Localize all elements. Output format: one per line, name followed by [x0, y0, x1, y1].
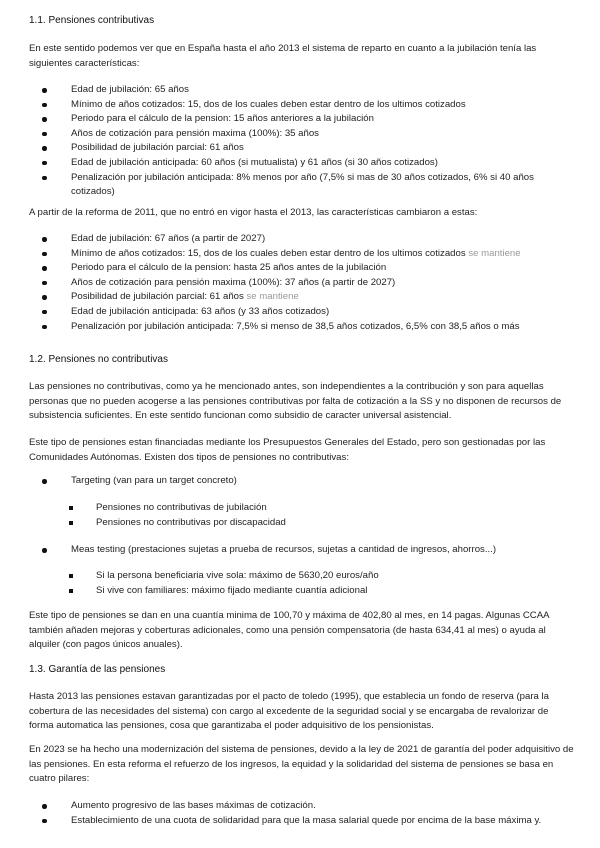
section-heading-1-2: 1.2. Pensiones no contributivas: [29, 354, 168, 365]
list-item: Meas testing (prestaciones sujetas a prueba de recursos, sujetas a cantidad de ingresos, ahorros...): [29, 543, 574, 558]
list-item: Establecimiento de una cuota de solidaridad para que la masa salarial quede por encima de la base máxima y.: [29, 814, 574, 829]
paragraph-guarantee-2: En 2023 se ha hecho una modernización del sistema de pensiones, devido a la ley de 2021 de garantía del poder adquisitivo de las pensiones. En esta reforma el refuerzo de los ingresos, la equidad y la solidaridad del sistema de pensiones se basa en cuatro pilares:: [29, 744, 574, 785]
list-pillars: [29, 799, 574, 828]
list-item: Mínimo de años cotizados: 15, dos de los cuales deben estar dentro de los ultimos cotizados: [29, 98, 574, 113]
paragraph-guarantee-1: Hasta 2013 las pensiones estavan garantizadas por el pacto de toledo (1995), que establecia un fondo de reserva (para la cobertura de las necesidades del sistema) con cargo al excedente de la seguridad social y se encargaba de revalorizar de forma automatica las pensiones, cosa que garantizaba el poder adquisitivo de los pensionistas.: [29, 691, 550, 732]
list-post-2013: [29, 232, 574, 334]
list-item: Edad de jubilación: 67 años (a partir de 2027): [29, 232, 574, 247]
list-item: Años de cotización para pensión maxima (100%): 35 años: [29, 127, 574, 142]
list-means-testing: [29, 543, 574, 558]
sub-list-item: Pensiones no contributivas por discapacidad: [29, 516, 574, 531]
list-item: Penalización por jubilación anticipada: 7,5% si menso de 38,5 años cotizados, 6,5% con 38,5 años o más: [29, 320, 574, 335]
list-item: Penalización por jubilación anticipada: 8% menos por año (7,5% si mas de 30 años cotizados, 6% si 40 años cotizados): [29, 171, 574, 200]
list-item: Años de cotización para pensión maxima (100%): 37 años (a partir de 2027): [29, 276, 574, 291]
list-item: Edad de jubilación: 65 años: [29, 83, 574, 98]
unchanged-note: se mantiene: [246, 291, 299, 303]
paragraph-reform-intro: A partir de la reforma de 2011, que no entró en vigor hasta el 2013, las características cambiaron a estas:: [29, 207, 478, 218]
list-item: Targeting (van para un target concreto): [29, 474, 574, 489]
list-item: [29, 247, 574, 262]
list-item: [29, 290, 574, 305]
list-item: Periodo para el cálculo de la pension: 15 años anteriores a la jubilación: [29, 112, 574, 127]
section-heading-1-1: 1.1. Pensiones contributivas: [29, 15, 155, 26]
sub-list-item: Pensiones no contributivas de jubilación: [29, 501, 574, 516]
list-targeting: [29, 474, 574, 489]
list-targeting-sub: [29, 501, 574, 530]
list-item: Posibilidad de jubilación parcial: 61 años: [29, 141, 574, 156]
paragraph-noncontrib-1: Las pensiones no contributivas, como ya he mencionado antes, son independientes a la contribución y son para aquellas personas que no pueden acogerse a las pensiones contributivas por falta de cotización a la SS y no disponen de recursos de subsistencia suficientes. En este sentido funcionan como subsidio de caracter universal asistencial.: [29, 381, 562, 422]
list-item: Edad de jubilación anticipada: 60 años (si mutualista) y 61 años (si 30 años cotizados): [29, 156, 574, 171]
list-item-text: Mínimo de años cotizados: 15, dos de los cuales deben estar dentro de los ultimos cotizados: [71, 247, 466, 259]
paragraph-noncontrib-2: Este tipo de pensiones estan financiadas mediante los Presupuestos Generales del Estado, pero son gestionadas por las Comunidades Autónomas. Existen dos tipos de pensiones no contributivas:: [29, 437, 546, 463]
section-heading-1-3: 1.3. Garantía de las pensiones: [29, 664, 166, 675]
paragraph-noncontrib-3: Este tipo de pensiones se dan en una cuantía minima de 100,70 y máxima de 402,80 al mes, en 14 pagas. Algunas CCAA también añaden mejoras y coberturas adicionales, como una pensión compensatoria (de hasta 634,41 al mes) o ayuda al alquiler (con pagos únicos anuales).: [29, 610, 549, 651]
sub-list-item: Si la persona beneficiaria vive sola: máximo de 5630,20 euros/año: [29, 569, 574, 584]
list-item: Edad de jubilación anticipada: 63 años (y 33 años cotizados): [29, 305, 574, 320]
list-item: Periodo para el cálculo de la pension: hasta 25 años antes de la jubilación: [29, 261, 574, 276]
paragraph-intro: En este sentido podemos ver que en España hasta el año 2013 el sistema de reparto en cuanto a la jubilación tenía las siguientes características:: [29, 43, 537, 69]
list-pre-2013: [29, 83, 574, 200]
unchanged-note: se mantiene: [468, 247, 521, 259]
sub-list-item: Si vive con familiares: máximo fijado mediante cuantía adicional: [29, 584, 574, 599]
list-means-sub: [29, 569, 574, 598]
list-item-text: Posibilidad de jubilación parcial: 61 años: [71, 291, 244, 303]
list-item: Aumento progresivo de las bases máximas de cotización.: [29, 799, 574, 814]
